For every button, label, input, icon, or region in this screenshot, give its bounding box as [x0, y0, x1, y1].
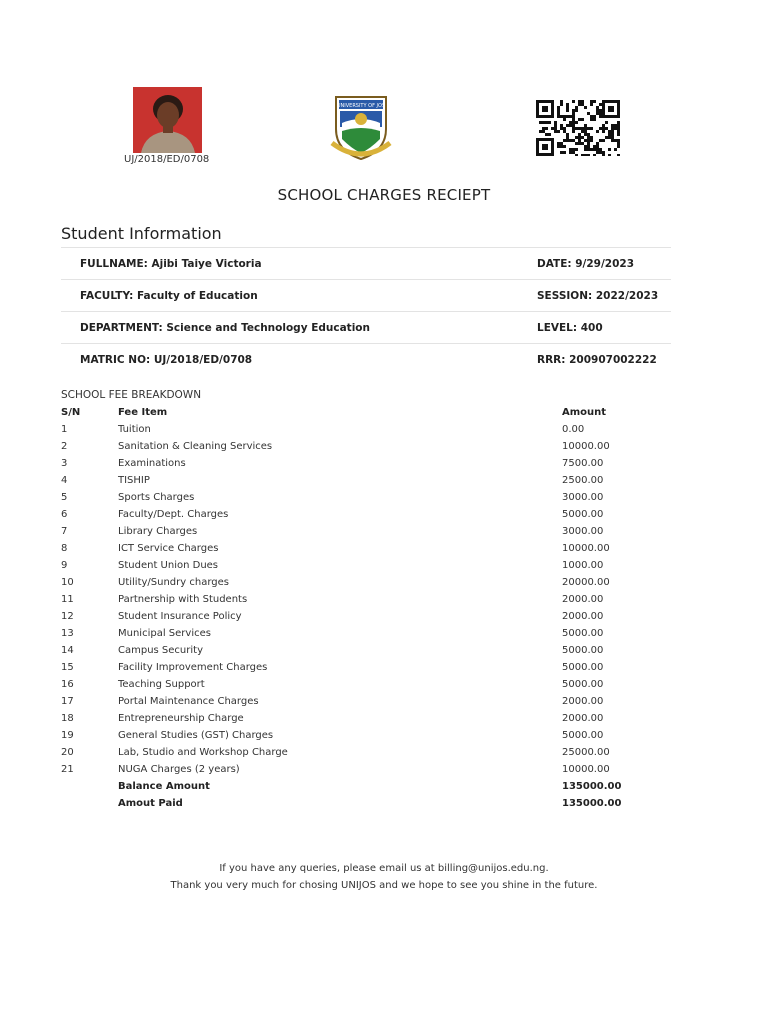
fee-row [61, 557, 661, 574]
qr-module [581, 118, 584, 121]
qr-module [581, 130, 584, 133]
qr-module [608, 133, 611, 136]
fee-row [61, 744, 661, 761]
fee-amount: 5000.00 [562, 662, 604, 673]
qr-module [581, 127, 584, 130]
fee-row [61, 659, 661, 676]
qr-module [572, 127, 575, 130]
qr-module [587, 148, 590, 151]
university-crest-icon [330, 93, 392, 163]
qr-module [584, 145, 587, 148]
fee-item: Library Charges [118, 526, 198, 537]
fee-row [61, 523, 661, 540]
qr-module [605, 121, 608, 124]
qr-module [572, 115, 575, 118]
fee-item: TISHIP [118, 475, 150, 486]
student-photo [133, 87, 202, 153]
qr-module [551, 127, 554, 130]
qr-module [575, 121, 578, 124]
fee-sn: 16 [61, 679, 74, 690]
qr-module [584, 106, 587, 109]
qr-module [590, 136, 593, 139]
qr-module [593, 145, 596, 148]
qr-module [590, 148, 593, 151]
qr-module [572, 112, 575, 115]
fee-row [61, 676, 661, 693]
qr-module [575, 154, 578, 156]
fee-item: Municipal Services [118, 628, 211, 639]
qr-module [584, 130, 587, 133]
fee-row [61, 727, 661, 744]
qr-module [596, 106, 599, 109]
total-label: Amout Paid [118, 798, 183, 809]
fee-amount: 2000.00 [562, 713, 604, 724]
fee-sn: 5 [61, 492, 68, 503]
qr-module [578, 103, 581, 106]
fullname-field: FULLNAME: Ajibi Taiye Victoria [80, 257, 262, 270]
qr-module [581, 154, 584, 156]
qr-module [599, 148, 602, 151]
fee-item: Student Union Dues [118, 560, 219, 571]
document-title: SCHOOL CHARGES RECIEPT [277, 186, 491, 204]
footer-thanks-line: Thank you very much for chosing UNIJOS and we hope to see you shine in the future. [170, 880, 598, 891]
qr-module [572, 130, 575, 133]
qr-module [566, 106, 569, 109]
qr-module [560, 127, 563, 130]
qr-module [560, 103, 563, 106]
qr-module [602, 124, 605, 127]
qr-module [572, 148, 575, 151]
fee-amount: 3000.00 [562, 492, 604, 503]
rrr-field: RRR: 200907002222 [537, 353, 657, 366]
qr-module [539, 130, 542, 133]
fee-item: Entrepreneurship Charge [118, 713, 244, 724]
qr-module [599, 151, 602, 154]
fee-sn: 18 [61, 713, 74, 724]
fee-row [61, 472, 661, 489]
qr-module [584, 124, 587, 127]
qr-module [617, 121, 620, 124]
faculty-field: FACULTY: Faculty of Education [80, 289, 258, 302]
qr-module [611, 133, 614, 136]
fee-table-header [61, 404, 661, 421]
qr-module [587, 154, 590, 156]
footer-contact-line: If you have any queries, please email us at billing@unijos.edu.ng. [219, 863, 549, 874]
fee-amount: 5000.00 [562, 509, 604, 520]
fee-item: Examinations [118, 458, 186, 469]
column-header-amount: Amount [562, 407, 607, 418]
qr-module [554, 130, 557, 133]
total-amount: 135000.00 [562, 781, 622, 792]
qr-module [593, 154, 596, 156]
qr-module [602, 139, 605, 142]
total-label: Balance Amount [118, 781, 210, 792]
qr-module [584, 154, 587, 156]
qr-module [554, 127, 557, 130]
qr-module [572, 109, 575, 112]
fee-item: Partnership with Students [118, 594, 248, 605]
qr-module [617, 127, 620, 130]
fee-item: Teaching Support [118, 679, 205, 690]
qr-module [563, 130, 566, 133]
qr-module [605, 136, 608, 139]
qr-module [584, 133, 587, 136]
fee-amount: 2000.00 [562, 696, 604, 707]
qr-module [575, 136, 578, 139]
fee-row [61, 710, 661, 727]
qr-module [593, 118, 596, 121]
info-row-matric [61, 343, 671, 375]
qr-module [566, 109, 569, 112]
fee-item: Campus Security [118, 645, 203, 656]
fee-amount: 10000.00 [562, 764, 610, 775]
info-row-department [61, 311, 671, 343]
total-row [61, 795, 661, 812]
qr-module [560, 142, 563, 145]
qr-module [563, 127, 566, 130]
fee-item: NUGA Charges (2 years) [118, 764, 240, 775]
qr-module [572, 118, 575, 121]
qr-module [590, 115, 593, 118]
qr-module [581, 103, 584, 106]
fee-row [61, 421, 661, 438]
qr-module [575, 109, 578, 112]
qr-module [587, 145, 590, 148]
qr-module [578, 136, 581, 139]
fee-row [61, 506, 661, 523]
qr-module [581, 100, 584, 103]
qr-module [611, 124, 614, 127]
fee-item: Student Insurance Policy [118, 611, 242, 622]
qr-module [614, 127, 617, 130]
qr-module [566, 133, 569, 136]
qr-module [572, 121, 575, 124]
qr-module [587, 139, 590, 142]
qr-module [593, 115, 596, 118]
student-info-heading: Student Information [61, 224, 222, 243]
qr-module [590, 127, 593, 130]
qr-module [611, 139, 614, 142]
qr-module [566, 124, 569, 127]
qr-module [596, 109, 599, 112]
fee-amount: 20000.00 [562, 577, 610, 588]
fee-breakdown-table [61, 404, 661, 812]
footer [0, 860, 768, 894]
qr-module [599, 109, 602, 112]
qr-module [575, 106, 578, 109]
qr-module [587, 136, 590, 139]
fee-item: ICT Service Charges [118, 543, 219, 554]
qr-module [566, 139, 569, 142]
qr-module [578, 127, 581, 130]
fee-sn: 14 [61, 645, 74, 656]
qr-module [560, 151, 563, 154]
qr-module [584, 127, 587, 130]
qr-module [578, 133, 581, 136]
fee-sn: 11 [61, 594, 74, 605]
qr-module [572, 100, 575, 103]
fee-amount: 2000.00 [562, 594, 604, 605]
qr-module [602, 130, 605, 133]
fee-row [61, 591, 661, 608]
fee-sn: 12 [61, 611, 74, 622]
qr-module [614, 139, 617, 142]
fee-row [61, 489, 661, 506]
qr-module [611, 127, 614, 130]
fee-row [61, 574, 661, 591]
fee-row [61, 625, 661, 642]
info-row-fullname [61, 247, 671, 279]
qr-module [578, 139, 581, 142]
qr-module [605, 127, 608, 130]
student-info-table [61, 247, 671, 375]
qr-module [602, 154, 605, 156]
qr-module [599, 112, 602, 115]
qr-module [617, 139, 620, 142]
qr-module [608, 148, 611, 151]
qr-module [560, 124, 563, 127]
qr-module [599, 139, 602, 142]
fee-amount: 0.00 [562, 424, 585, 435]
qr-module [590, 103, 593, 106]
fee-sn: 4 [61, 475, 68, 486]
qr-module [539, 121, 542, 124]
qr-module [602, 127, 605, 130]
qr-module [608, 136, 611, 139]
qr-module [560, 100, 563, 103]
qr-module [611, 130, 614, 133]
fee-amount: 5000.00 [562, 645, 604, 656]
qr-module [587, 133, 590, 136]
qr-module [602, 151, 605, 154]
fee-item: Sports Charges [118, 492, 195, 503]
fee-item: Portal Maintenance Charges [118, 696, 259, 707]
qr-module [569, 124, 572, 127]
fee-amount: 2500.00 [562, 475, 604, 486]
qr-module [596, 130, 599, 133]
qr-module [581, 142, 584, 145]
fee-row [61, 608, 661, 625]
qr-module [557, 142, 560, 145]
fee-sn: 3 [61, 458, 68, 469]
department-field: DEPARTMENT: Science and Technology Education [80, 321, 370, 334]
qr-module [596, 145, 599, 148]
qr-module [572, 139, 575, 142]
fee-item: Tuition [118, 424, 151, 435]
total-amount: 135000.00 [562, 798, 622, 809]
qr-module [557, 130, 560, 133]
qr-module [614, 124, 617, 127]
fee-row [61, 693, 661, 710]
fee-amount: 1000.00 [562, 560, 604, 571]
qr-module [617, 133, 620, 136]
qr-module [596, 151, 599, 154]
qr-module [557, 112, 560, 115]
qr-module [587, 142, 590, 145]
qr-module [593, 148, 596, 151]
qr-module [575, 148, 578, 151]
qr-module [581, 136, 584, 139]
fee-amount: 5000.00 [562, 679, 604, 690]
fee-sn: 7 [61, 526, 68, 537]
fee-sn: 15 [61, 662, 74, 673]
qr-module [569, 115, 572, 118]
qr-module [587, 112, 590, 115]
fee-amount: 10000.00 [562, 441, 610, 452]
fee-item: Utility/Sundry charges [118, 577, 229, 588]
qr-module [557, 145, 560, 148]
qr-module [557, 109, 560, 112]
qr-module [611, 136, 614, 139]
qr-module [557, 106, 560, 109]
qr-module [542, 121, 545, 124]
qr-module [578, 142, 581, 145]
qr-module [599, 127, 602, 130]
fee-row [61, 761, 661, 778]
fee-item: Sanitation & Cleaning Services [118, 441, 273, 452]
date-field: DATE: 9/29/2023 [537, 257, 635, 270]
qr-module [566, 103, 569, 106]
qr-module [608, 130, 611, 133]
qr-module [578, 100, 581, 103]
qr-module [584, 148, 587, 151]
qr-module [596, 148, 599, 151]
fee-item: Lab, Studio and Workshop Charge [118, 747, 288, 758]
fee-sn: 21 [61, 764, 74, 775]
qr-module [596, 112, 599, 115]
qr-module [542, 127, 545, 130]
qr-module [554, 121, 557, 124]
fee-sn: 20 [61, 747, 74, 758]
fee-amount: 25000.00 [562, 747, 610, 758]
level-field: LEVEL: 400 [537, 321, 603, 334]
fee-sn: 10 [61, 577, 74, 588]
fee-item: General Studies (GST) Charges [118, 730, 274, 741]
matric-field: MATRIC NO: UJ/2018/ED/0708 [80, 353, 253, 366]
fee-item: Faculty/Dept. Charges [118, 509, 229, 520]
qr-module [566, 136, 569, 139]
fee-row [61, 642, 661, 659]
qr-module [563, 139, 566, 142]
qr-module [566, 115, 569, 118]
qr-module [587, 127, 590, 130]
fee-sn: 1 [61, 424, 68, 435]
fee-breakdown-heading: SCHOOL FEE BREAKDOWN [61, 389, 202, 401]
qr-module [599, 103, 602, 106]
column-header-sn: S/N [61, 407, 81, 418]
qr-module [569, 139, 572, 142]
fee-amount: 3000.00 [562, 526, 604, 537]
fee-sn: 17 [61, 696, 74, 707]
qr-module [548, 121, 551, 124]
fee-row [61, 455, 661, 472]
qr-module [578, 118, 581, 121]
qr-module [569, 148, 572, 151]
qr-module [575, 127, 578, 130]
qr-module [569, 121, 572, 124]
qr-module [545, 127, 548, 130]
qr-module [617, 142, 620, 145]
qr-module [554, 124, 557, 127]
qr-module [575, 142, 578, 145]
qr-module [599, 115, 602, 118]
qr-module [572, 124, 575, 127]
fee-sn: 6 [61, 509, 68, 520]
fee-amount: 7500.00 [562, 458, 604, 469]
qr-module [563, 115, 566, 118]
qr-module [590, 100, 593, 103]
qr-module [545, 133, 548, 136]
qr-module [617, 154, 620, 156]
fee-sn: 8 [61, 543, 68, 554]
qr-module [545, 121, 548, 124]
column-header-fee-item: Fee Item [118, 407, 168, 418]
fee-row [61, 438, 661, 455]
fee-sn: 9 [61, 560, 68, 571]
qr-module [614, 148, 617, 151]
qr-module [593, 100, 596, 103]
info-row-faculty [61, 279, 671, 311]
qr-module [560, 115, 563, 118]
qr-module [596, 142, 599, 145]
qr-code-icon [536, 100, 620, 156]
total-row [61, 778, 661, 795]
qr-module [542, 130, 545, 133]
qr-module [617, 130, 620, 133]
qr-module [563, 151, 566, 154]
qr-module [548, 133, 551, 136]
crest-text: UNIVERSITY OF JOS [336, 103, 386, 109]
qr-module [572, 151, 575, 154]
qr-module [617, 124, 620, 127]
qr-module [569, 151, 572, 154]
fee-amount: 10000.00 [562, 543, 610, 554]
fee-item: Facility Improvement Charges [118, 662, 268, 673]
qr-module [590, 139, 593, 142]
qr-module [563, 118, 566, 121]
photo-caption: UJ/2018/ED/0708 [124, 154, 210, 165]
qr-module [584, 139, 587, 142]
fee-row [61, 540, 661, 557]
qr-module [608, 154, 611, 156]
qr-module [563, 145, 566, 148]
fee-amount: 5000.00 [562, 628, 604, 639]
fee-amount: 5000.00 [562, 730, 604, 741]
fee-sn: 13 [61, 628, 74, 639]
fee-sn: 19 [61, 730, 74, 741]
session-field: SESSION: 2022/2023 [537, 289, 659, 302]
fee-sn: 2 [61, 441, 68, 452]
qr-module [560, 145, 563, 148]
qr-module [617, 145, 620, 148]
qr-module [590, 118, 593, 121]
fee-amount: 2000.00 [562, 611, 604, 622]
qr-module [557, 115, 560, 118]
